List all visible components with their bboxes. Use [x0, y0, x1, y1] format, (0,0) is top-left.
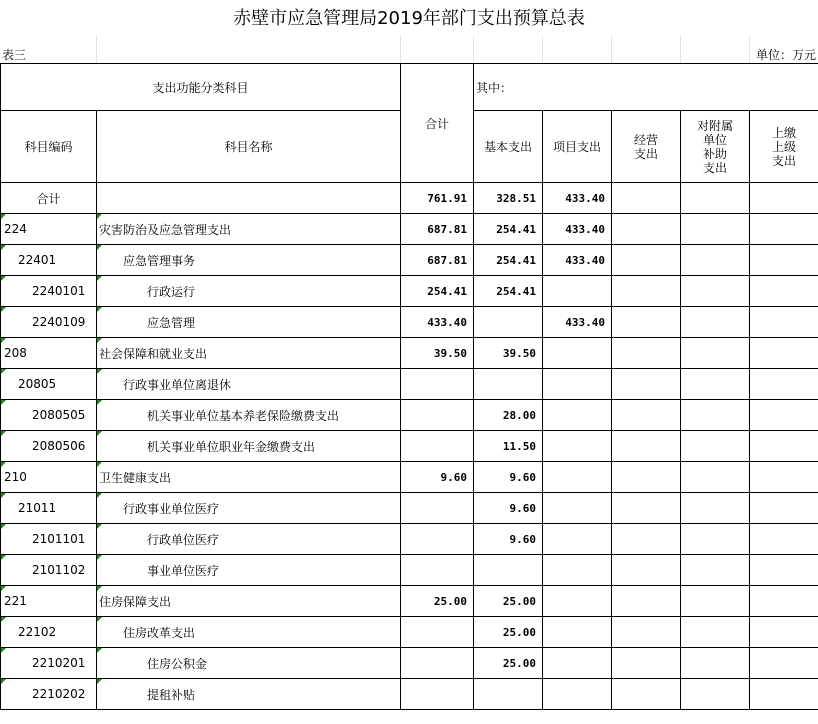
row-upper — [750, 183, 818, 214]
row-code: 208 — [1, 338, 97, 369]
row-project — [543, 431, 612, 462]
row-total — [401, 679, 474, 710]
table-row — [1, 462, 818, 493]
row-name: 行政事业单位医疗 — [97, 493, 401, 524]
row-upper — [750, 524, 818, 555]
row-project — [543, 493, 612, 524]
table-row — [1, 183, 818, 214]
row-name: 机关事业单位基本养老保险缴费支出 — [97, 400, 401, 431]
row-project — [543, 555, 612, 586]
row-name: 行政运行 — [97, 276, 401, 307]
row-subsidy — [681, 214, 750, 245]
sheet-title: 赤壁市应急管理局2019年部门支出预算总表 — [233, 8, 585, 29]
row-code: 22401 — [1, 245, 97, 276]
table-number: 表三 — [2, 48, 27, 62]
row-total — [401, 617, 474, 648]
row-subsidy — [681, 307, 750, 338]
row-upper — [750, 245, 818, 276]
of-which-header: 其中： — [474, 64, 818, 111]
row-operating — [612, 524, 681, 555]
row-total — [401, 493, 474, 524]
row-subsidy — [681, 586, 750, 617]
row-name: 提租补贴 — [97, 679, 401, 710]
row-code: 21011 — [1, 493, 97, 524]
row-basic — [474, 555, 543, 586]
row-subsidy — [681, 245, 750, 276]
row-total: 254.41 — [401, 276, 474, 307]
row-project — [543, 400, 612, 431]
row-basic: 25.00 — [474, 648, 543, 679]
row-basic: 25.00 — [474, 586, 543, 617]
row-upper — [750, 400, 818, 431]
row-subsidy — [681, 493, 750, 524]
table-row — [1, 617, 818, 648]
basic-header: 基本支出 — [474, 111, 543, 183]
table-row — [1, 214, 818, 245]
row-code: 2080505 — [1, 400, 97, 431]
row-code: 2210201 — [1, 648, 97, 679]
row-code: 2240109 — [1, 307, 97, 338]
row-basic: 39.50 — [474, 338, 543, 369]
row-operating — [612, 307, 681, 338]
row-name: 应急管理 — [97, 307, 401, 338]
row-basic — [474, 307, 543, 338]
row-project: 433.40 — [543, 245, 612, 276]
row-upper — [750, 462, 818, 493]
row-subsidy — [681, 183, 750, 214]
row-total — [401, 555, 474, 586]
total-header: 合计 — [401, 64, 474, 183]
subsidy-header: 对附属 单位 补助 支出 — [681, 111, 750, 183]
row-operating — [612, 462, 681, 493]
row-project — [543, 276, 612, 307]
row-subsidy — [681, 524, 750, 555]
row-operating — [612, 276, 681, 307]
table-row — [1, 307, 818, 338]
row-project — [543, 679, 612, 710]
row-project: 433.40 — [543, 307, 612, 338]
row-name: 行政事业单位离退休 — [97, 369, 401, 400]
row-project — [543, 524, 612, 555]
row-project — [543, 617, 612, 648]
row-total — [401, 400, 474, 431]
row-operating — [612, 648, 681, 679]
row-operating — [612, 555, 681, 586]
budget-table — [0, 63, 818, 710]
row-basic: 9.60 — [474, 524, 543, 555]
row-project — [543, 462, 612, 493]
row-operating — [612, 431, 681, 462]
row-basic: 328.51 — [474, 183, 543, 214]
row-name: 事业单位医疗 — [97, 555, 401, 586]
name-header: 科目名称 — [97, 111, 401, 183]
row-operating — [612, 493, 681, 524]
row-basic: 25.00 — [474, 617, 543, 648]
row-upper — [750, 679, 818, 710]
sheet-subheader — [0, 36, 818, 63]
upper-header: 上缴 上级 支出 — [750, 111, 818, 183]
row-name: 机关事业单位职业年金缴费支出 — [97, 431, 401, 462]
row-subsidy — [681, 617, 750, 648]
row-name: 应急管理事务 — [97, 245, 401, 276]
row-project — [543, 338, 612, 369]
row-total — [401, 369, 474, 400]
row-basic: 9.60 — [474, 462, 543, 493]
row-code: 210 — [1, 462, 97, 493]
row-name: 卫生健康支出 — [97, 462, 401, 493]
table-row — [1, 493, 818, 524]
table-row — [1, 555, 818, 586]
row-total: 433.40 — [401, 307, 474, 338]
row-subsidy — [681, 462, 750, 493]
row-subsidy — [681, 431, 750, 462]
row-operating — [612, 400, 681, 431]
row-basic: 254.41 — [474, 276, 543, 307]
row-total: 39.50 — [401, 338, 474, 369]
row-name: 行政单位医疗 — [97, 524, 401, 555]
row-code: 合计 — [1, 183, 97, 214]
row-name: 住房保障支出 — [97, 586, 401, 617]
row-subsidy — [681, 555, 750, 586]
row-basic: 254.41 — [474, 245, 543, 276]
row-basic — [474, 679, 543, 710]
row-operating — [612, 369, 681, 400]
row-project: 433.40 — [543, 183, 612, 214]
row-subsidy — [681, 276, 750, 307]
row-code: 2101101 — [1, 524, 97, 555]
code-header: 科目编码 — [1, 111, 97, 183]
table-row — [1, 400, 818, 431]
row-name: 住房改革支出 — [97, 617, 401, 648]
row-upper — [750, 586, 818, 617]
row-upper — [750, 338, 818, 369]
row-total — [401, 431, 474, 462]
row-upper — [750, 369, 818, 400]
row-upper — [750, 493, 818, 524]
row-basic: 11.50 — [474, 431, 543, 462]
header-row-1 — [1, 64, 818, 111]
table-row — [1, 245, 818, 276]
row-operating — [612, 245, 681, 276]
row-name — [97, 183, 401, 214]
table-row — [1, 276, 818, 307]
row-upper — [750, 617, 818, 648]
row-upper — [750, 307, 818, 338]
row-subsidy — [681, 400, 750, 431]
row-total: 9.60 — [401, 462, 474, 493]
row-operating — [612, 586, 681, 617]
operating-header: 经营 支出 — [612, 111, 681, 183]
row-project: 433.40 — [543, 214, 612, 245]
table-row — [1, 648, 818, 679]
row-code: 2101102 — [1, 555, 97, 586]
row-upper — [750, 276, 818, 307]
row-upper — [750, 555, 818, 586]
row-code: 2080506 — [1, 431, 97, 462]
row-project — [543, 369, 612, 400]
project-header: 项目支出 — [543, 111, 612, 183]
row-total: 761.91 — [401, 183, 474, 214]
table-row — [1, 586, 818, 617]
row-upper — [750, 431, 818, 462]
row-basic: 254.41 — [474, 214, 543, 245]
row-total: 687.81 — [401, 214, 474, 245]
row-project — [543, 586, 612, 617]
row-code: 221 — [1, 586, 97, 617]
row-subsidy — [681, 648, 750, 679]
table-row — [1, 338, 818, 369]
row-code: 20805 — [1, 369, 97, 400]
row-total: 25.00 — [401, 586, 474, 617]
row-subsidy — [681, 679, 750, 710]
row-total — [401, 648, 474, 679]
table-row — [1, 524, 818, 555]
unit-label: 单位：万元 — [755, 48, 816, 62]
row-code: 2240101 — [1, 276, 97, 307]
row-name: 社会保障和就业支出 — [97, 338, 401, 369]
row-operating — [612, 183, 681, 214]
table-row — [1, 679, 818, 710]
row-total: 687.81 — [401, 245, 474, 276]
category-header: 支出功能分类科目 — [1, 64, 401, 111]
row-subsidy — [681, 338, 750, 369]
row-name: 灾害防治及应急管理支出 — [97, 214, 401, 245]
row-upper — [750, 648, 818, 679]
row-total — [401, 524, 474, 555]
table-row — [1, 369, 818, 400]
row-name: 住房公积金 — [97, 648, 401, 679]
row-project — [543, 648, 612, 679]
row-basic: 28.00 — [474, 400, 543, 431]
row-operating — [612, 679, 681, 710]
row-basic — [474, 369, 543, 400]
row-code: 22102 — [1, 617, 97, 648]
row-upper — [750, 214, 818, 245]
row-code: 2210202 — [1, 679, 97, 710]
row-basic: 9.60 — [474, 493, 543, 524]
row-code: 224 — [1, 214, 97, 245]
row-operating — [612, 338, 681, 369]
row-operating — [612, 617, 681, 648]
table-row — [1, 431, 818, 462]
row-operating — [612, 214, 681, 245]
row-subsidy — [681, 369, 750, 400]
